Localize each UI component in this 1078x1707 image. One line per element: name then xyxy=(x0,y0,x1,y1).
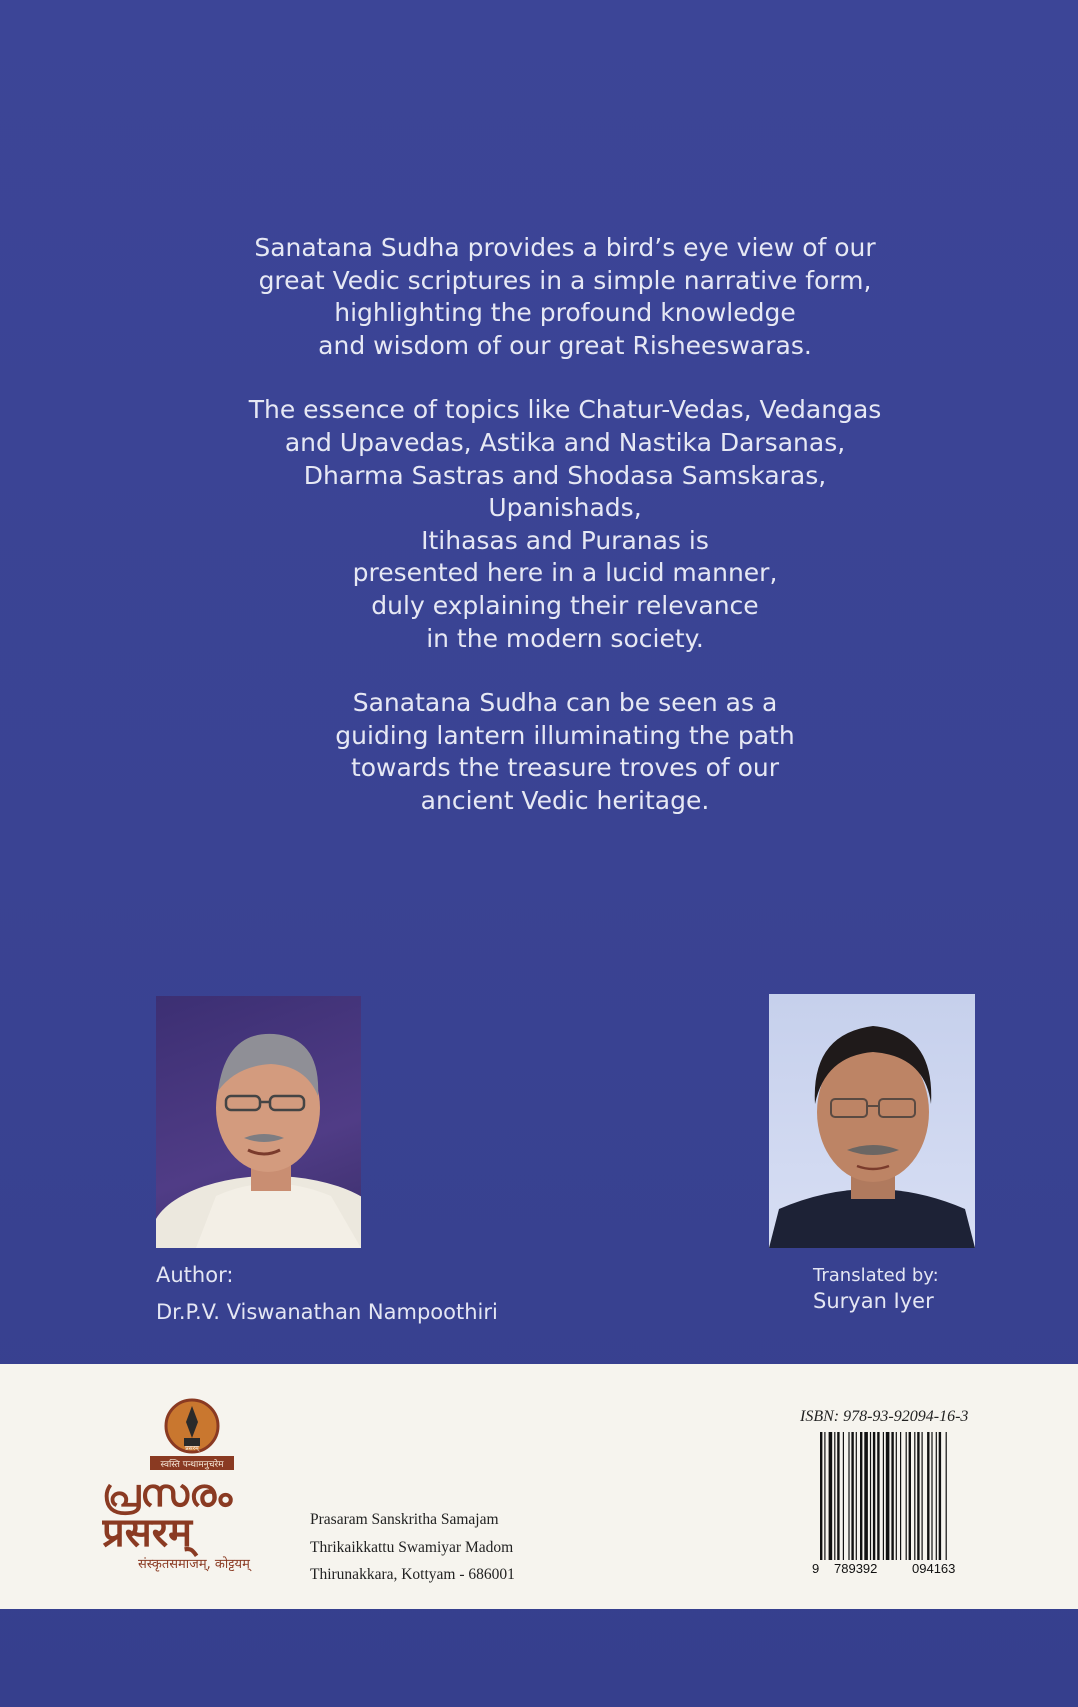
barcode-bar xyxy=(917,1432,919,1560)
author-photo xyxy=(156,996,361,1248)
author-label: Author: xyxy=(156,1263,234,1287)
blurb-line: great Vedic scriptures in a simple narrative form, xyxy=(258,265,872,295)
barcode-bar xyxy=(870,1432,871,1560)
barcode-bar xyxy=(909,1432,911,1560)
barcode-digit-lead: 9 xyxy=(812,1561,820,1576)
blurb-line: Sanatana Sudha provides a bird’s eye view of our xyxy=(254,233,876,262)
barcode-bar xyxy=(931,1432,932,1560)
barcode-bar xyxy=(856,1432,857,1560)
author-name: Dr.P.V. Viswanathan Nampoothiri xyxy=(156,1300,498,1324)
publisher-line: Prasaram Sanskritha Samajam xyxy=(310,1511,499,1528)
barcode-bar xyxy=(820,1432,822,1560)
barcode-bar xyxy=(883,1432,884,1560)
publisher-line: Thirunakkara, Kottyam - 686001 xyxy=(310,1566,515,1583)
barcode-bar xyxy=(837,1432,839,1560)
barcode-bar xyxy=(851,1432,853,1560)
svg-text:स्वस्ति पन्थामनुचरेम: स्वस्ति पन्थामनुचरेम xyxy=(160,1460,224,1470)
blurb-line: presented here in a lucid manner, xyxy=(352,558,778,588)
blurb-paragraph-1 xyxy=(170,232,960,362)
barcode-bar xyxy=(877,1432,879,1560)
barcode-bar xyxy=(843,1432,844,1560)
blurb-paragraph-2 xyxy=(170,394,960,655)
publisher-address xyxy=(310,1506,515,1589)
barcode-bar xyxy=(829,1432,833,1560)
translator-portrait-illustration xyxy=(769,994,975,1248)
barcode-bar xyxy=(922,1432,923,1560)
barcode-bar xyxy=(848,1432,849,1560)
barcode-bar xyxy=(946,1432,947,1560)
barcode-bar xyxy=(873,1432,875,1560)
barcode-bar xyxy=(891,1432,893,1560)
svg-text:प्रसरम्: प्रसरम् xyxy=(185,1445,199,1452)
publisher-panel xyxy=(0,1364,1078,1609)
blurb-line: in the modern society. xyxy=(426,623,704,653)
svg-text:പ്രസരം: പ്രസരം xyxy=(102,1471,233,1515)
barcode-digits-right: 094163 xyxy=(912,1561,956,1576)
blurb-line: highlighting the profound knowledge xyxy=(334,298,796,328)
barcode-bar xyxy=(927,1432,929,1560)
barcode-bar xyxy=(900,1432,901,1560)
barcode-bar xyxy=(824,1432,825,1560)
blurb-line: and wisdom of our great Risheeswaras. xyxy=(318,330,812,360)
svg-text:संस्कृतसमाजम्, कोट्टयम्: संस्कृतसमाजम्, कोट्टयम् xyxy=(138,1557,250,1572)
prasaram-logo xyxy=(102,1394,292,1574)
barcode-bar xyxy=(939,1432,941,1560)
blurb-paragraph-3 xyxy=(170,687,960,817)
barcode-bar xyxy=(834,1432,835,1560)
translator-name: Suryan Iyer xyxy=(813,1289,934,1313)
barcode-bar xyxy=(886,1432,890,1560)
translator-label: Translated by: xyxy=(813,1265,939,1286)
blurb-line: guiding lantern illuminating the path xyxy=(335,720,795,750)
publisher-line: Thrikaikkattu Swamiyar Madom xyxy=(310,1538,514,1556)
barcode-digits-left: 789392 xyxy=(834,1561,878,1576)
blurb-line: Itihasas and Puranas is xyxy=(421,525,709,555)
isbn-label: ISBN: 978-93-92094-16-3 xyxy=(800,1408,969,1425)
blurb-line: The essence of topics like Chatur-Vedas, Vedangas xyxy=(248,395,882,425)
barcode-bar xyxy=(936,1432,937,1560)
blurb-line: and Upavedas, Astika and Nastika Darsanas, xyxy=(284,427,846,457)
barcode-bar xyxy=(896,1432,897,1560)
cover-blurb xyxy=(170,232,960,850)
barcode-bar xyxy=(914,1432,915,1560)
blurb-line: ancient Vedic heritage. xyxy=(420,785,710,815)
author-portrait-illustration xyxy=(156,996,361,1248)
svg-text:प्रसरम्: प्रसरम् xyxy=(102,1510,193,1556)
blurb-line: Dharma Sastras and Shodasa Samskaras, xyxy=(303,460,827,490)
blurb-line: duly explaining their relevance xyxy=(371,590,759,620)
translator-photo xyxy=(769,994,975,1248)
blurb-line: towards the treasure troves of our xyxy=(350,753,780,783)
blurb-line: Sanatana Sudha can be seen as a xyxy=(352,688,778,718)
barcode-bar xyxy=(906,1432,907,1560)
blurb-line: Upanishads, xyxy=(488,493,642,523)
barcode-bar xyxy=(860,1432,862,1560)
barcode xyxy=(816,1432,974,1562)
barcode-bar xyxy=(864,1432,868,1560)
